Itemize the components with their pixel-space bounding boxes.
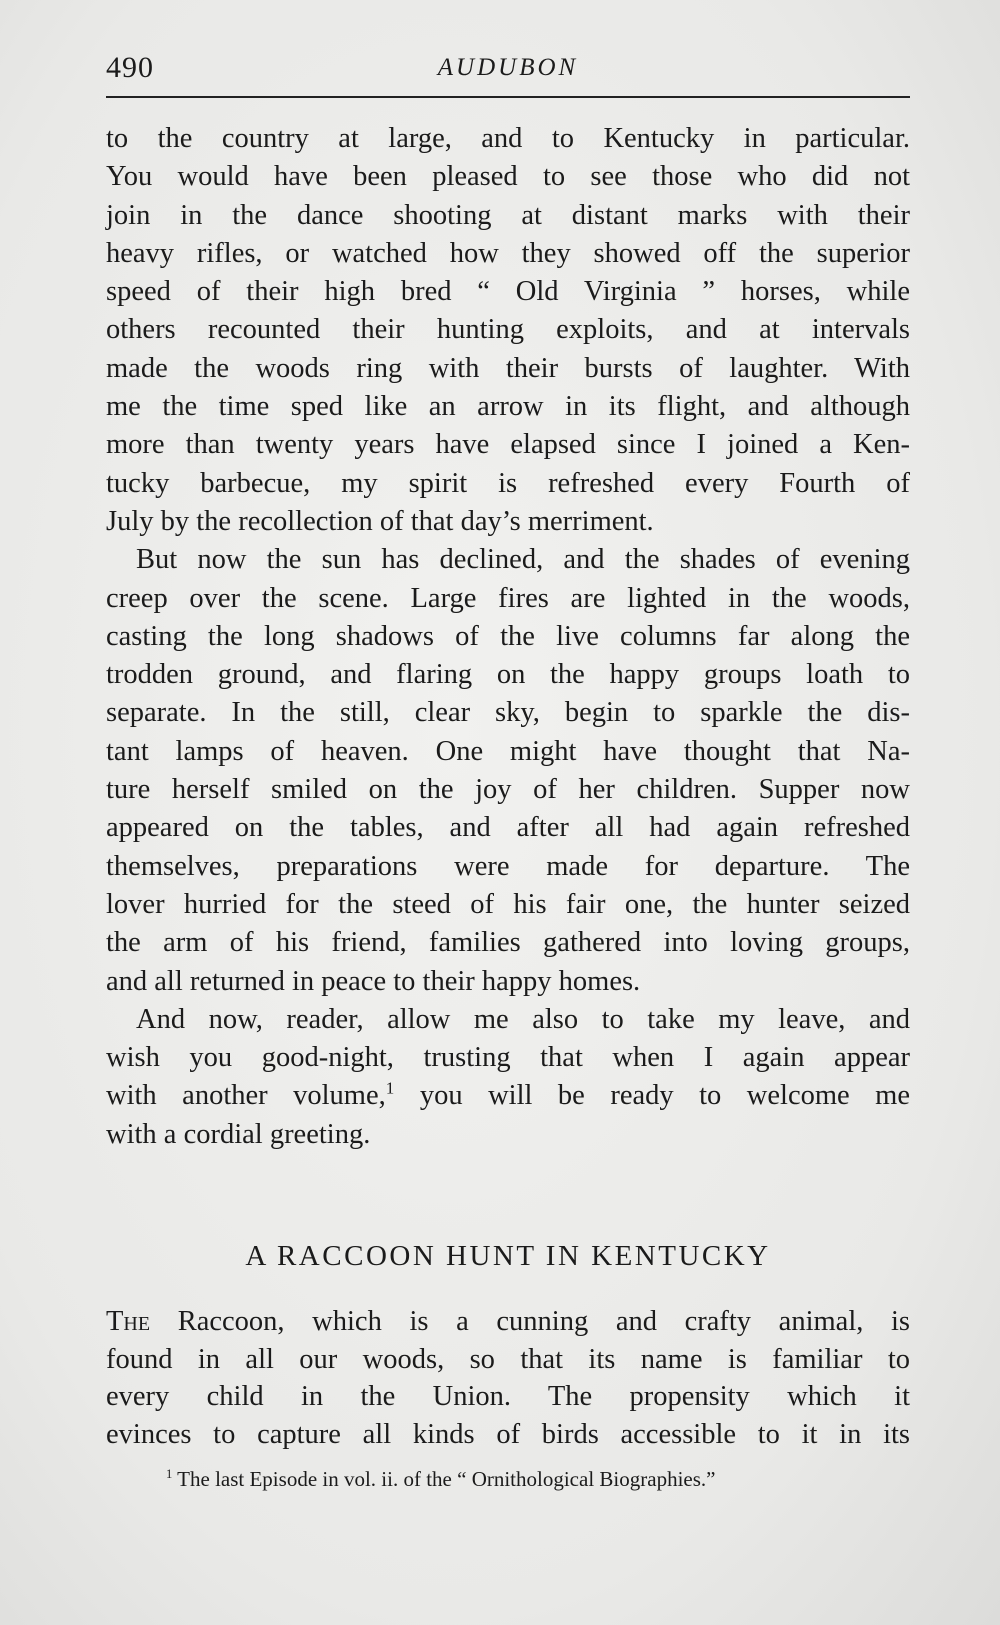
text-line: heavy rifles, or watched how they showed off the superior	[106, 237, 910, 269]
section-text	[106, 1303, 910, 1453]
text-line: every child in the Union. The propensity which it	[106, 1381, 910, 1412]
text-line: trodden ground, and flaring on the happy groups loath to	[106, 659, 910, 691]
text-fragment: Raccoon, which is a cunning and crafty animal, is	[150, 1306, 910, 1337]
text-line: with a cordial greeting.	[106, 1118, 371, 1150]
paragraph-barbecue	[106, 120, 910, 541]
text-line: July by the recollection of that day’s merriment.	[106, 505, 654, 537]
text-line: found in all our woods, so that its name is familiar to	[106, 1343, 910, 1375]
page-header	[106, 46, 910, 90]
text-line: more than twenty years have elapsed since I joined a Ken-	[106, 429, 910, 461]
paragraph-evening	[106, 541, 910, 1001]
text-line: to the country at large, and to Kentucky in particular.	[106, 123, 910, 154]
drop-word: The	[106, 1306, 151, 1337]
text-line: But now the sun has declined, and the shades of evening	[136, 544, 910, 576]
text-line: me the time sped like an arrow in its flight, and although	[106, 391, 910, 423]
text-line: casting the long shadows of the live columns far along the	[106, 620, 910, 652]
text-line	[106, 1303, 910, 1341]
page-number: 490	[106, 51, 154, 84]
text-line: join in the dance shooting at distant marks with their	[106, 199, 910, 231]
footnote-text: The last Episode in vol. ii. of the “ Ornithological Biographies.”	[172, 1467, 716, 1491]
footnote-reference: 1	[385, 1078, 395, 1098]
text-line: the arm of his friend, families gathered into loving groups,	[106, 927, 910, 959]
paragraph-farewell	[106, 1001, 910, 1154]
text-fragment: you will be ready to welcome me	[394, 1080, 910, 1112]
text-fragment: with another volume,	[106, 1080, 386, 1112]
text-line: appeared on the tables, and after all had again refreshed	[106, 812, 910, 844]
header-rule	[106, 96, 910, 98]
text-line: ture herself smiled on the joy of her children. Supper now	[106, 774, 910, 806]
running-title: AUDUBON	[437, 54, 579, 81]
body-text	[106, 120, 910, 1154]
text-line: You would have been pleased to see those who did not	[106, 161, 910, 193]
text-line: creep over the scene. Large fires are lighted in the woods,	[106, 582, 910, 614]
text-line: evinces to capture all kinds of birds accessible to it in its	[106, 1418, 910, 1450]
footnote-marker: 1	[166, 1467, 173, 1481]
text-line: tant lamps of heaven. One might have thought that Na-	[106, 735, 910, 767]
footnote	[166, 1464, 715, 1494]
text-line: others recounted their hunting exploits, and at intervals	[106, 314, 910, 346]
text-line: and all returned in peace to their happy homes.	[106, 965, 641, 997]
text-line: lover hurried for the steed of his fair one, the hunter seized	[106, 888, 910, 920]
section-title: A RACCOON HUNT IN KENTUCKY	[245, 1240, 771, 1272]
text-line: And now, reader, allow me also to take my leave, and	[136, 1003, 910, 1035]
text-line: tucky barbecue, my spirit is refreshed every Fourth of	[106, 467, 910, 499]
text-line: speed of their high bred “ Old Virginia ” horses, while	[106, 276, 910, 308]
text-line-with-footnote	[106, 1077, 910, 1115]
text-line: wish you good-night, trusting that when I again appear	[106, 1042, 910, 1074]
text-line: themselves, preparations were made for departure. The	[106, 850, 910, 882]
text-line: separate. In the still, clear sky, begin to sparkle the dis-	[106, 697, 910, 729]
text-line: made the woods ring with their bursts of laughter. With	[106, 352, 910, 384]
